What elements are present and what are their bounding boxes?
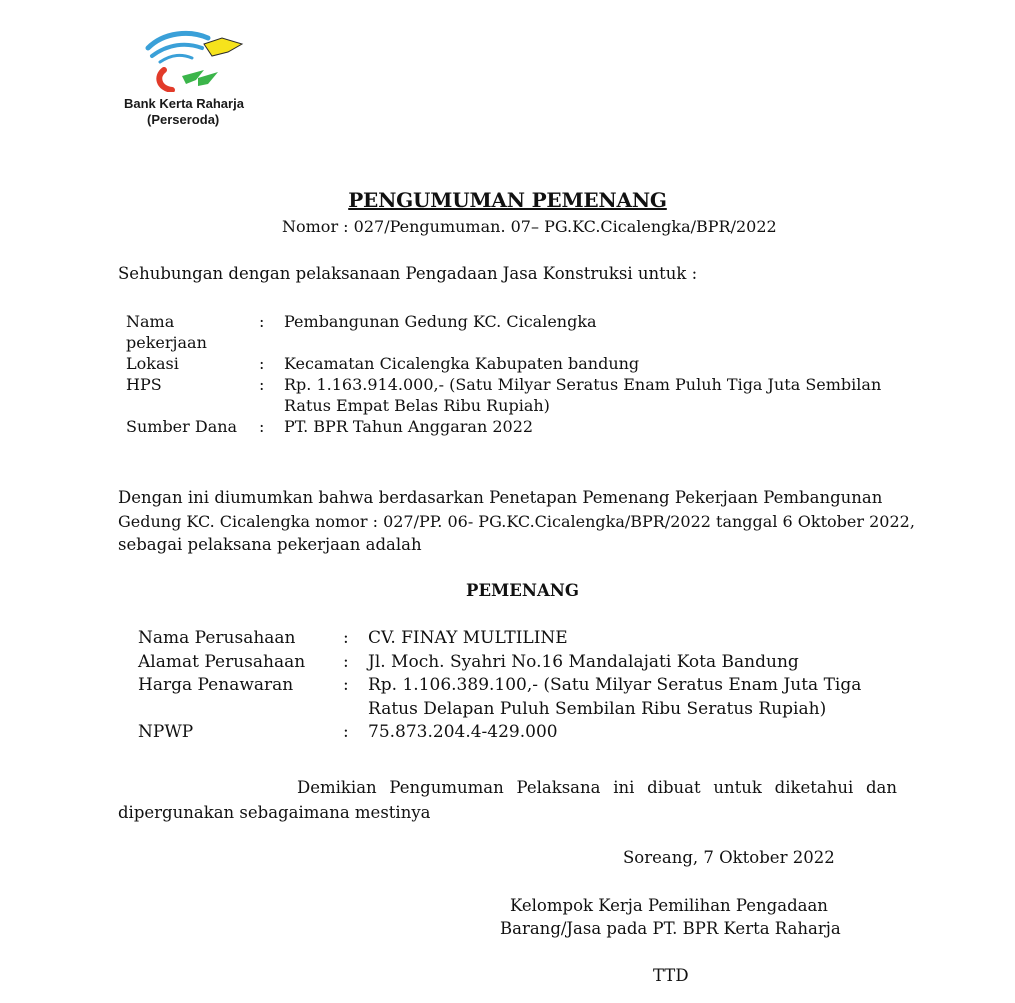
project-value: Kecamatan Cicalengka Kabupaten bandung (284, 354, 640, 373)
project-label: Lokasi (126, 354, 179, 373)
intro-text: Sehubungan dengan pelaksanaan Pengadaan Jasa Konstruksi untuk : (118, 264, 698, 283)
project-label: HPS (126, 375, 162, 394)
project-details (126, 311, 881, 437)
project-sep: : (259, 417, 265, 436)
winner-row (138, 721, 861, 745)
announcement-line-3: sebagai pelaksana pekerjaan adalah (118, 535, 422, 554)
winner-label: Alamat Perusahaan (138, 651, 306, 672)
bank-logo-icon (142, 26, 252, 92)
nomor-value: 027/Pengumuman. 07– PG.KC.Cicalengka/BPR/2022 (353, 217, 777, 236)
project-row (126, 374, 881, 416)
winner-row (138, 627, 861, 651)
announcement-line-1: Dengan ini diumumkan bahwa berdasarkan Penetapan Pemenang Pekerjaan Pembangunan (118, 488, 883, 507)
project-value: Rp. 1.163.914.000,- (Satu Milyar Seratus Enam Puluh Tiga Juta Sembilan Ratus Empat Belas Ribu Rupiah) (284, 375, 882, 415)
project-value: Pembangunan Gedung KC. Cicalengka (284, 312, 597, 331)
winner-details (138, 627, 861, 745)
winner-heading: PEMENANG (466, 581, 579, 600)
closing-line-2: dipergunakan sebagaimana mestinya (118, 803, 431, 822)
winner-sep: : (343, 651, 349, 672)
nomor-label: Nomor : (282, 217, 354, 236)
document-number (282, 217, 777, 236)
document-title: PENGUMUMAN PEMENANG (348, 188, 667, 212)
winner-sep: : (343, 722, 349, 742)
winner-value: CV. FINAY MULTILINE (368, 628, 568, 648)
winner-row (138, 674, 861, 721)
announcement-line-2: Gedung KC. Cicalengka nomor : 027/PP. 06- PG.KC.Cicalengka/BPR/2022 tanggal 6 Oktober 2022, (118, 512, 915, 531)
project-sep: : (259, 375, 265, 394)
winner-value: Rp. 1.106.389.100,- (Satu Milyar Seratus Enam Juta Tiga Ratus Delapan Puluh Sembilan Ribu Seratus Rupiah) (368, 675, 862, 719)
signature-ttd: TTD (653, 966, 689, 985)
winner-label: Nama Perusahaan (138, 628, 296, 648)
company-logo (120, 26, 260, 130)
project-sep: : (259, 312, 265, 331)
logo-subtitle: (Perseroda) (147, 112, 220, 127)
closing-line-1: Demikian Pengumuman Pelaksana ini dibuat untuk diketahui dan (297, 778, 897, 797)
winner-label: Harga Penawaran (138, 675, 294, 695)
place-date: Soreang, 7 Oktober 2022 (623, 848, 835, 867)
project-label: Nama pekerjaan (126, 312, 207, 352)
project-value: PT. BPR Tahun Anggaran 2022 (284, 417, 534, 436)
logo-name: Bank Kerta Raharja (124, 96, 244, 111)
winner-sep: : (343, 675, 349, 695)
project-label: Sumber Dana (126, 417, 238, 436)
winner-value: Jl. Moch. Syahri No.16 Mandalajati Kota Bandung (368, 651, 799, 672)
project-row (126, 353, 881, 374)
project-row (126, 416, 881, 437)
project-row (126, 311, 881, 353)
winner-value: 75.873.204.4-429.000 (368, 722, 558, 742)
winner-label: NPWP (138, 722, 194, 742)
committee-line-2: Barang/Jasa pada PT. BPR Kerta Raharja (500, 919, 841, 938)
project-sep: : (259, 354, 265, 373)
winner-sep: : (343, 628, 349, 648)
committee-line-1: Kelompok Kerja Pemilihan Pengadaan (510, 896, 828, 915)
winner-row (138, 651, 861, 675)
